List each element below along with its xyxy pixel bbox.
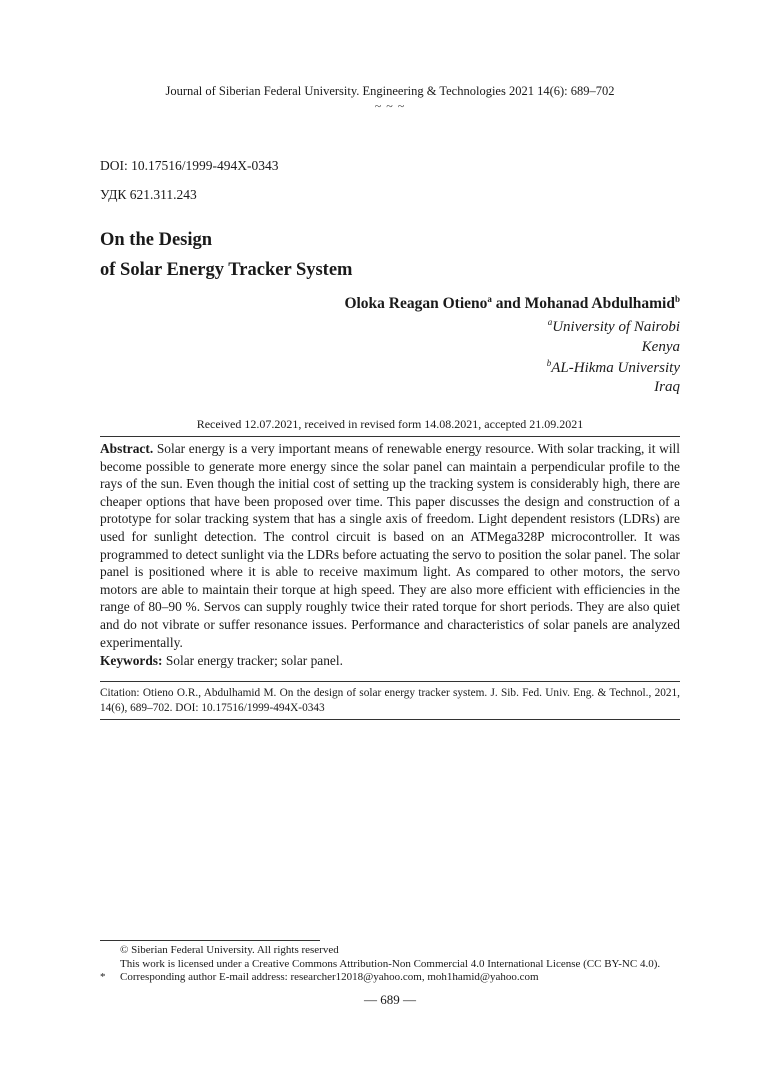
affiliation-b-mark: b bbox=[546, 358, 552, 368]
page-number: — 689 — bbox=[364, 992, 416, 1007]
doi: DOI: 10.17516/1999-494X-0343 bbox=[100, 158, 279, 173]
footnote-copyright: © Siberian Federal University. All rights reserved bbox=[120, 944, 339, 956]
footnote-corresponding bbox=[100, 971, 700, 983]
paper-title bbox=[100, 225, 352, 285]
abstract-top-rule bbox=[100, 436, 680, 437]
authors bbox=[344, 294, 680, 313]
journal-header: Journal of Siberian Federal University. Engineering & Technologies 2021 14(6): 689–702 bbox=[165, 84, 615, 98]
citation: Citation: Otieno O.R., Abdulhamid M. On the design of solar energy tracker system. J. Sib. Fed. Univ. Eng. & Technol., 2021, 14(6), 689–702. DOI: 10.17516/1999-494X-0343 bbox=[100, 687, 680, 714]
author-1: Oloka Reagan Otieno bbox=[344, 295, 488, 313]
keywords-label: Keywords: bbox=[100, 653, 163, 668]
abstract bbox=[100, 440, 680, 651]
affiliation-b-country: Iraq bbox=[654, 379, 680, 395]
affiliation-a-name: University of Nairobi bbox=[552, 319, 680, 335]
title-line-1: On the Design bbox=[100, 230, 213, 250]
footnote-license: This work is licensed under a Creative Commons Attribution-Non Commercial 4.0 International License (CC BY-NC 4.0). bbox=[120, 958, 661, 970]
citation-bottom-rule bbox=[100, 719, 680, 720]
author-1-affil-mark: a bbox=[487, 294, 492, 304]
affiliation-a bbox=[548, 317, 680, 336]
affiliation-b-name: AL-Hikma University bbox=[551, 360, 680, 376]
authors-and: and bbox=[491, 295, 525, 313]
keywords bbox=[100, 653, 680, 669]
affiliation-a-country: Kenya bbox=[641, 339, 680, 355]
udk-code: УДК 621.311.243 bbox=[100, 187, 197, 202]
abstract-label: Abstract. bbox=[100, 441, 154, 456]
citation-top-rule bbox=[100, 681, 680, 682]
author-2: Mohanad Abdulhamid bbox=[524, 295, 675, 313]
header-separator: ~ ~ ~ bbox=[374, 99, 406, 113]
footnote-star: * bbox=[100, 971, 106, 983]
affiliation-a-mark: a bbox=[547, 317, 553, 327]
title-line-2: of Solar Energy Tracker System bbox=[100, 260, 353, 280]
author-2-affil-mark: b bbox=[674, 294, 680, 304]
keywords-text: Solar energy tracker; solar panel. bbox=[162, 653, 343, 668]
footnote-corresponding-text: Corresponding author E-mail address: researcher12018@yahoo.com, moh1hamid@yahoo.com bbox=[120, 971, 539, 983]
affiliation-b bbox=[547, 358, 680, 377]
abstract-text: Solar energy is a very important means of renewable energy resource. With solar tracking, it will become possible to generate more energy since the solar panel can maintain a perpendicular profile to the rays of the sun. Even though the initial cost of setting up the tracking system is considerably high, there are cheaper options that have been proposed over time. This paper discusses the design and construction of a prototype for solar tracking system that has a single axis of freedom. Light dependent resistors (LDRs) are used for sunlight detection. The control circuit is based on an ATMega328P microcontroller. It was programmed to detect sunlight via the LDRs before actuating the servo to position the solar panel. The solar panel is positioned where it is able to receive maximum light. As compared to other motors, the servo motors are able to maintain their torque at high speed. They are also more efficient with efficiencies in the range of 80–90 %. Servos can supply roughly twice their rated torque for short periods. They are also quiet and do not vibrate or suffer resonance issues. Performance and characteristics of solar panels are analyzed experimentally. bbox=[100, 441, 680, 650]
footnote-rule bbox=[100, 940, 320, 941]
received-dates: Received 12.07.2021, received in revised form 14.08.2021, accepted 21.09.2021 bbox=[196, 417, 584, 431]
